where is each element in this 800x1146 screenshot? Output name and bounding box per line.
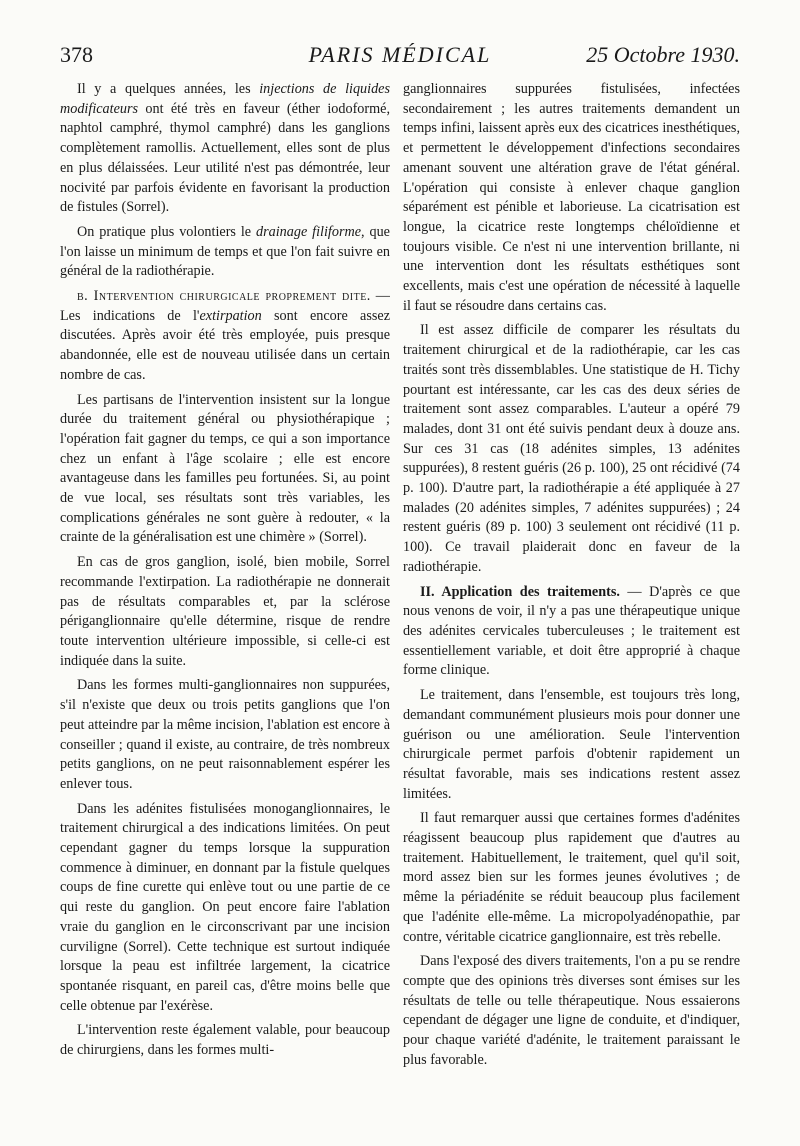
paragraph: Il faut remarquer aussi que certaines formes d'adénites réagissent beaucoup plus rapidement que d'autres au traitement. Habituellement, le traitement, quel qu'il soit, mord assez bien sur les formes jeunes évolutives ; de même la périadénite se réduit beaucoup plus facilement que l'adénite elle-même. La micropolyadénopathie, par contre, véritable cicatrice ganglionnaire, est très rebelle. [403, 810, 740, 945]
section-heading: b. Intervention chirurgicale proprement dite. [77, 288, 371, 305]
paragraph: En cas de gros ganglion, isolé, bien mobile, Sorrel recommande l'extirpation. La radiothérapie ne donnerait pas de résultats comparables et, par la sclérose périganglionnaire qu'elle détermine, risque de rendre toute intervention ultérieure impossible, si celle-ci est indiquée dans la suite. [60, 554, 390, 669]
left-column [60, 80, 390, 1120]
page-number: 378 [60, 42, 93, 67]
page-header [60, 42, 740, 72]
paragraph: ganglionnaires suppurées fistulisées, infectées secondairement ; les autres traitements demandent un temps infini, laissent après eux des cicatrices inesthétiques, et permettent le développement d'infections secondaires amenant souvent une altération grave de l'état général. L'opération qui consiste à enlever chaque ganglion séparément est pénible et laborieuse. La cicatrisation est longue, la cicatrice reste longtemps chéloïdienne et toujours visible. Ce n'est ni une intervention brillante, ni une intervention dont les résultats esthétiques sont excellents, mais c'est une opération de nécessité à laquelle il faut se résoudre dans certains cas. [403, 81, 740, 314]
section-paragraph: b. Intervention chirurgicale proprement dite. — Les indications de l'extirpation sont encore assez discutées. Après avoir été très employée, puis presque abandonnée, elle est de nouveau utilisée dans un certain nombre de cas. [60, 288, 390, 383]
section-heading: II. Application des traitements. [420, 583, 620, 600]
section-paragraph: II. Application des traitements. — D'après ce que nous venons de voir, il n'y a pas une thérapeutique unique des adénites cervicales tuberculeuses ; le traitement est essentiellement variable, et doit être approprié à chaque forme clinique. [403, 583, 740, 679]
paragraph: L'intervention reste également valable, pour beaucoup de chirurgiens, dans les formes multi- [60, 1022, 390, 1059]
paragraph: Dans les formes multi-ganglionnaires non suppurées, s'il n'existe que deux ou trois petits ganglions que l'on peut atteindre par la même incision, l'ablation est encore à conseiller ; quand il existe, au contraire, de très nombreux petits ganglions, on ne peut raisonnablement espérer les enlever tous. [60, 677, 390, 792]
paragraph: Les partisans de l'intervention insistent sur la longue durée du traitement général ou physiothérapique ; l'opération fait gagner du temps, ce qui a son importance chez un enfant à l'âge scolaire ; elle est encore avantageuse dans les familles peu fortunées. Si, au point de vue local, ses résultats sont très variables, les complications générales ne sont guère à redouter, « la crainte de la généralisation est une chimère » (Sorrel). [60, 391, 390, 546]
issue-date: 25 Octobre 1930. [586, 42, 740, 67]
paragraph: Il y a quelques années, les injections de liquides modificateurs ont été très en faveur (éther iodoformé, naphtol camphré, thymol camphré) dans les ganglions complètement ramollis. Actuellement, elles sont de plus en plus délaissées. Leur utilité n'est pas démontrée, leur nocivité par parfois évidente en favorisant la production de fistules (Sorrel). [60, 81, 390, 216]
paragraph: On pratique plus volontiers le drainage filiforme, que l'on laisse un minimum de temps et que l'on fait suivre en général de la radiothérapie. [60, 223, 390, 280]
journal-title: PARIS MÉDICAL [308, 42, 492, 67]
right-column [403, 80, 740, 1120]
paragraph: Dans les adénites fistulisées monoganglionnaires, le traitement chirurgical a des indications limitées. On peut cependant gagner du temps lorsque la suppuration commence à diminuer, en donnant par la fistule quelques coups de fine curette qui enlève tout ou une partie de ce qui reste du ganglion. On peut encore faire l'ablation vraie du ganglion en le circonscrivant par une incision curviligne (Sorrel). Cette technique est surtout indiquée lorsque la peau est infiltrée largement, la cicatrice spontanée risquant, en pareil cas, d'être moins belle que celle obtenue par l'exérèse. [60, 800, 390, 1014]
paragraph: Il est assez difficile de comparer les résultats du traitement chirurgical et de la radiothérapie, car les cas traités sont très dissemblables. Une statistique de H. Tichy pourtant est intéressante, car les cas des deux séries de traitement sont assez comparables. L'auteur a opéré 79 malades, dont 31 ont été suivis pendant deux à douze ans. Sur ces 31 cas (18 adénites simples, 13 adénites suppurées), 8 restent guéris (26 p. 100), 25 ont récidivé (74 p. 100). D'autre part, la radiothérapie a été appliquée à 27 malades (20 adénites simples, 7 adénites suppurées) ; 24 restent guéris (89 p. 100) 3 seulement ont récidivé (11 p. 100). Ce travail plaiderait donc en faveur de la radiothérapie. [403, 322, 740, 575]
paragraph: Dans l'exposé des divers traitements, l'on a pu se rendre compte que des opinions très diverses sont émises sur les résultats de telle ou telle thérapeutique. Nous essaierons cependant de dégager une ligne de conduite, et d'indiquer, pour chaque variété d'adénite, le traitement paraissant le plus favorable. [403, 953, 740, 1068]
paragraph: Le traitement, dans l'ensemble, est toujours très long, demandant communément plusieurs mois pour donner une guérison ou une amélioration. Seule l'intervention chirurgicale permet parfois d'obtenir rapidement un résultat favorable, mais ses indications restent assez limitées. [403, 687, 740, 802]
